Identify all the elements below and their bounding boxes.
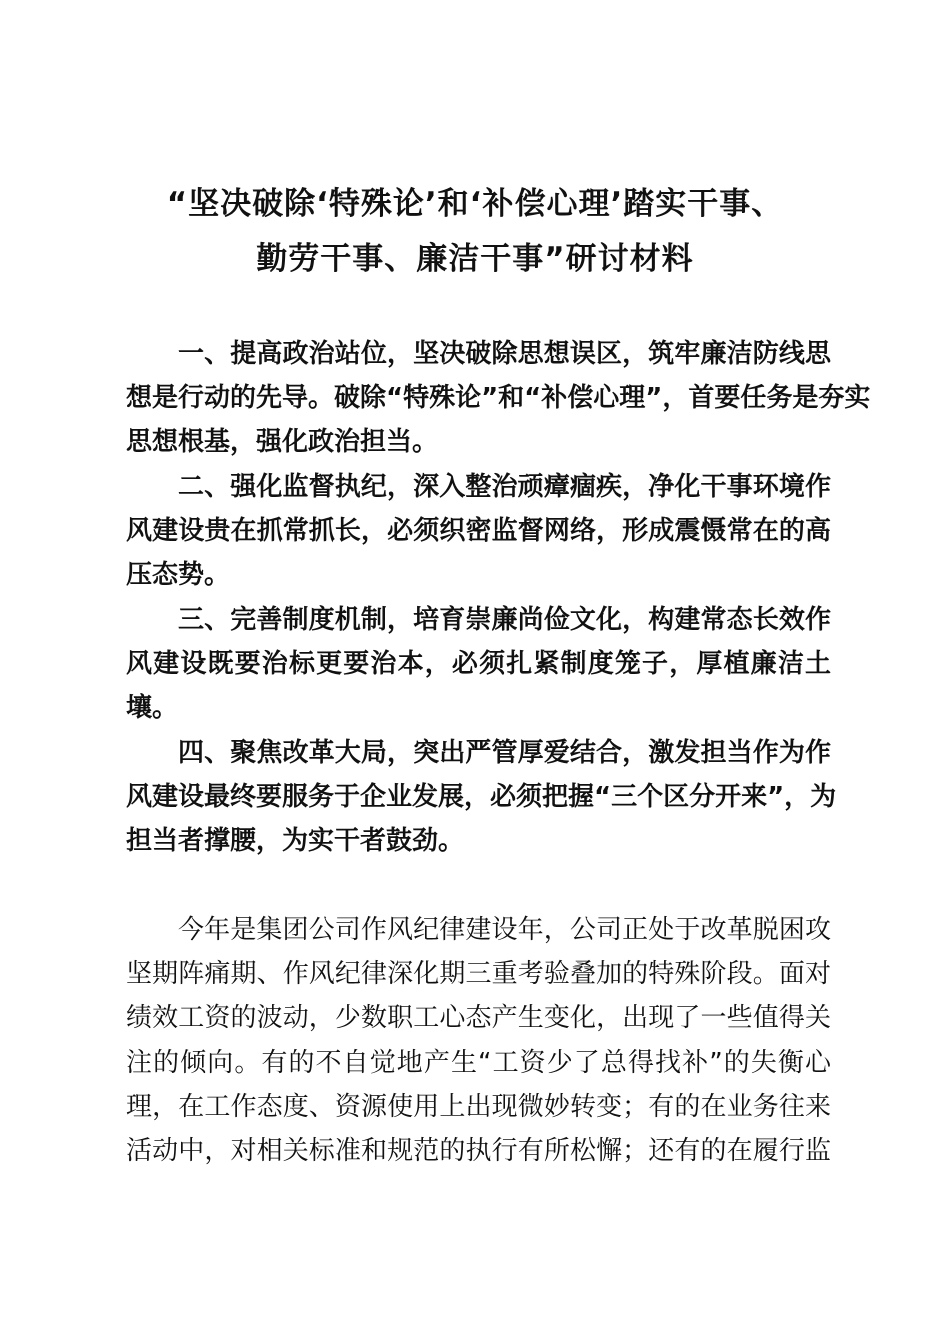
body-line-6: 活动中，对相关标准和规范的执行有所松懈；还有的在履行监	[126, 1136, 831, 1166]
section-3-line-2: 风建设既要治标更要治本，必须扎紧制度笼子，厚植廉洁土	[126, 649, 831, 679]
section-1-line-1: 一、提高政治站位，坚决破除思想误区，筑牢廉洁防线思	[178, 339, 831, 369]
body-line-4: 注的倾向。有的不自觉地产生“工资少了总得找补”的失衡心	[126, 1048, 831, 1078]
document-title-line-2: 勤劳干事、廉洁干事”研讨材料	[256, 241, 694, 277]
section-1-line-3: 思想根基，强化政治担当。	[126, 427, 439, 457]
section-3-line-1: 三、完善制度机制，培育崇廉尚俭文化，构建常态长效作	[178, 605, 831, 635]
body-line-2: 坚期阵痛期、作风纪律深化期三重考验叠加的特殊阶段。面对	[126, 959, 831, 989]
body-line-5: 理，在工作态度、资源使用上出现微妙转变；有的在业务往来	[126, 1092, 831, 1122]
section-4-line-3: 担当者撑腰，为实干者鼓劲。	[126, 826, 465, 856]
section-2-line-3: 压态势。	[126, 560, 231, 590]
document-title-line-1: “坚决破除‘特殊论’和‘补偿心理’踏实干事、	[166, 186, 784, 222]
section-1-line-2: 想是行动的先导。破除“特殊论”和“补偿心理”，首要任务是夯实	[126, 383, 871, 413]
body-line-3: 绩效工资的波动，少数职工心态产生变化，出现了一些值得关	[126, 1003, 831, 1033]
section-4-line-1: 四、聚焦改革大局，突出严管厚爱结合，激发担当作为作	[178, 738, 831, 768]
section-2-line-2: 风建设贵在抓常抓长，必须织密监督网络，形成震慑常在的高	[126, 516, 831, 546]
section-2-line-1: 二、强化监督执纪，深入整治顽瘴痼疾，净化干事环境作	[178, 472, 831, 502]
section-3-line-3: 壤。	[126, 693, 179, 723]
section-4-line-2: 风建设最终要服务于企业发展，必须把握“三个区分开来”，为	[126, 782, 837, 812]
body-line-1: 今年是集团公司作风纪律建设年，公司正处于改革脱困攻	[178, 915, 831, 945]
